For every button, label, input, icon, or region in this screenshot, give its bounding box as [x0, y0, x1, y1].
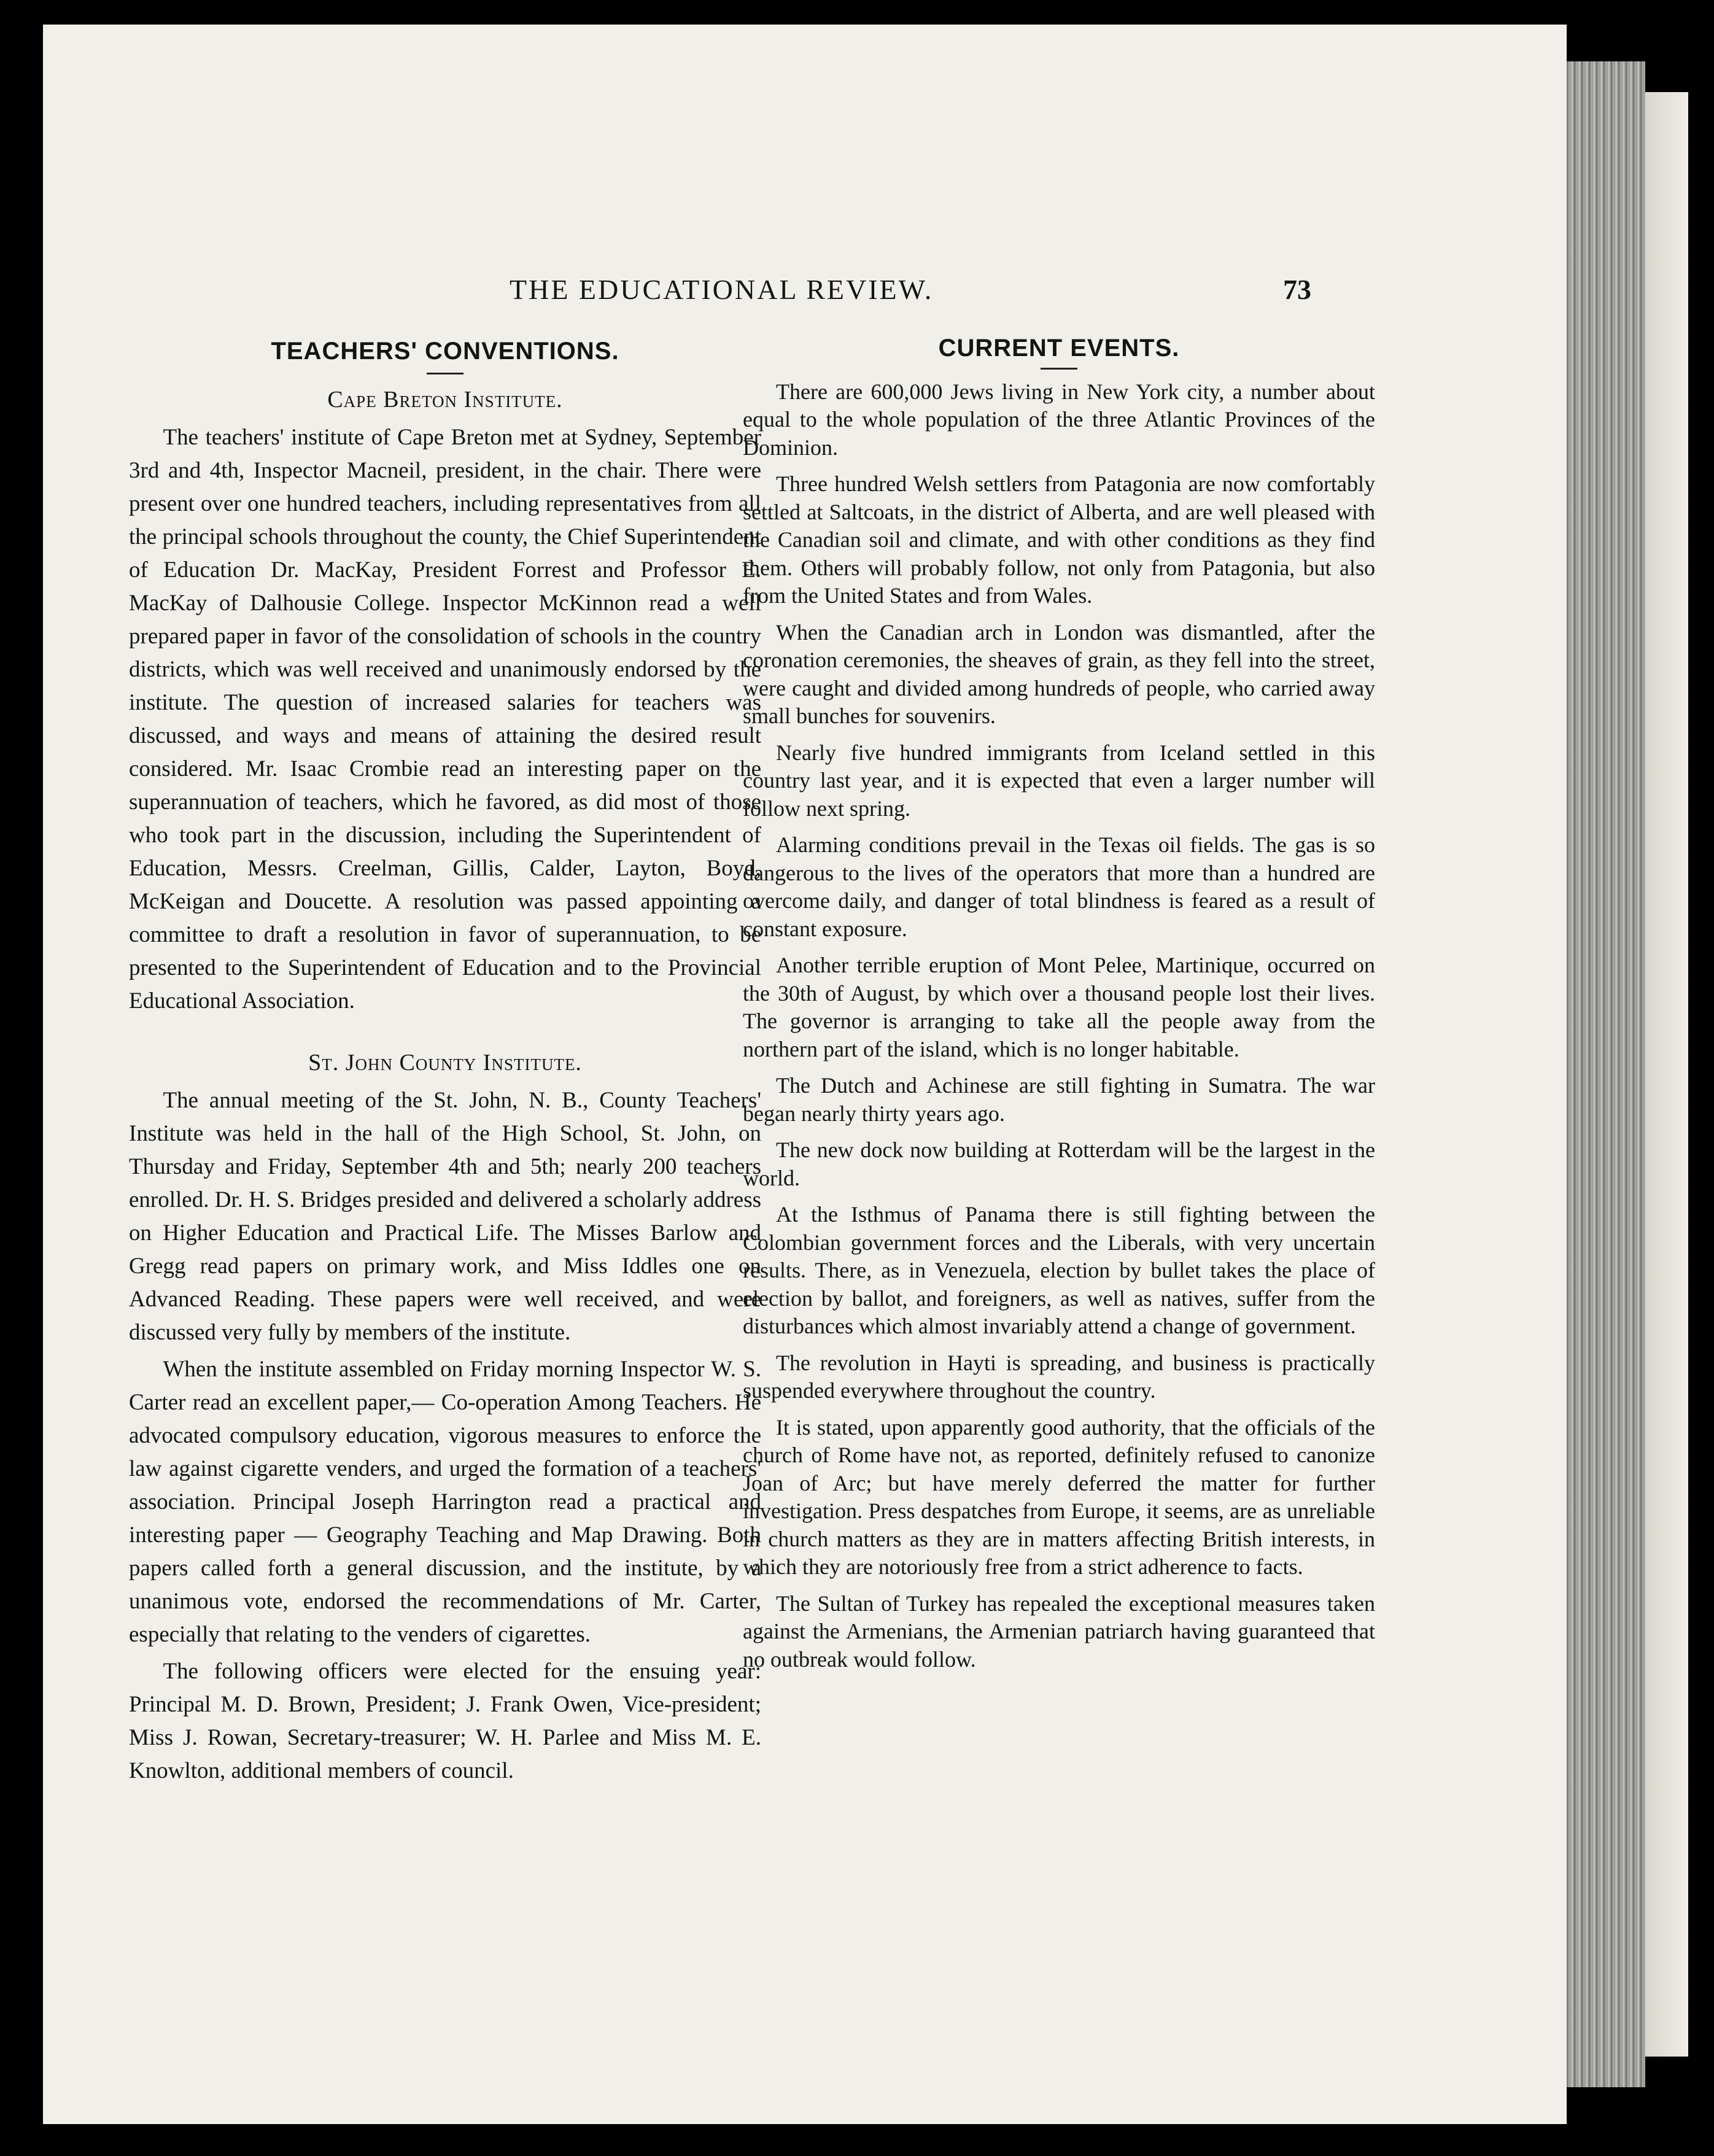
right-column — [743, 335, 1375, 1682]
section-heading-current-events: CURRENT EVENTS. — [938, 335, 1180, 362]
news-item: Three hundred Welsh settlers from Patagonia are now comfortably settled at Saltcoats, in the district of Alberta, and are well pleased with the Canadian soil and climate, and with other conditions as they find them. Others will probably follow, not only from Patagonia, but also from the United States and from Wales. — [743, 471, 1375, 608]
book-cover-board — [1645, 92, 1688, 2057]
heading-rule — [1041, 368, 1077, 370]
book-fore-edge — [1562, 61, 1645, 2087]
news-item: The Dutch and Achinese are still fighting in Sumatra. The war began nearly thirty years ago. — [743, 1073, 1375, 1126]
subheading-cape-breton: Cape Breton Institute. — [327, 387, 563, 413]
news-item: It is stated, upon apparently good authority, that the officials of the church of Rome have not, as reported, definitely refused to canonize Joan of Arc; but have merely deferred the matter for further investigation. Press despatches from Europe, it seems, are as unreliable in church matters as they are in matters affecting British interests, in which they are notoriously free from a strict adherence to facts. — [743, 1414, 1375, 1579]
journal-page — [43, 25, 1567, 2124]
subheading-st-john: St. John County Institute. — [308, 1050, 582, 1076]
heading-rule — [427, 373, 463, 374]
article-paragraph: When the institute assembled on Friday morning Inspector W. S. Carter read an excellent paper,— Co-operation Among Teachers. He advocated compulsory education, vigorous measures to enforce the law against cigarette venders, and urged the formation of a teachers' association. Principal Joseph Harrington read a practical and interesting paper — Geography Teaching and Map Drawing. Both papers called forth a general discussion, and the institute, by a unanimous vote, endorsed the recommendations of Mr. Carter, especially that relating to the venders of cigarettes. — [129, 1357, 761, 1647]
article-paragraph: The annual meeting of the St. John, N. B., County Teachers' Institute was held in the hall of the High School, St. John, on Thursday and Friday, September 4th and 5th; nearly 200 teachers enrolled. Dr. H. S. Bridges presided and delivered a scholarly address on Higher Education and Practical Life. The Misses Barlow and Gregg read papers on primary work, and Miss Iddles one on Advanced Reading. These papers were well received, and were discussed very fully by members of the institute. — [129, 1088, 761, 1345]
news-item: When the Canadian arch in London was dismantled, after the coronation ceremonies, the sheaves of grain, as they fell into the street, were caught and divided among hundreds of people, who carried away small bunches for souvenirs. — [743, 619, 1375, 728]
journal-title: THE EDUCATIONAL REVIEW. — [510, 274, 934, 305]
news-item: Nearly five hundred immigrants from Iceland settled in this country last year, and it is expected that even a larger number will follow next spring. — [743, 740, 1375, 821]
article-paragraph: The teachers' institute of Cape Breton met at Sydney, September 3rd and 4th, Inspector Macneil, president, in the chair. There were present over one hundred teachers, including representatives from all the principal schools throughout the county, the Chief Superintendent of Education Dr. MacKay, President Forrest and Professor E. MacKay of Dalhousie College. Inspector McKinnon read a well prepared paper in favor of the consolidation of schools in the country districts, which was well received and unanimously endorsed by the institute. The question of increased salaries for teachers was discussed, and ways and means of attaining the desired result considered. Mr. Isaac Crombie read an interesting paper on the superannuation of teachers, which he favored, as did most of those who took part in the discussion, including the Superintendent of Education, Messrs. Creelman, Gillis, Calder, Layton, Boyd, McKeigan and Doucette. A resolution was passed appointing a committee to draft a resolution in favor of superannuation, to be presented to the Superintendent of Education and to the Provincial Educational Association. — [129, 425, 761, 1014]
news-item: At the Isthmus of Panama there is still fighting between the Colombian government forces and the Liberals, with very uncertain results. There, as in Venezuela, election by bullet takes the place of election by ballot, and foreigners, as well as natives, suffer from the disturbances which almost invariably attend a change of government. — [743, 1202, 1375, 1338]
news-item: There are 600,000 Jews living in New York city, a number about equal to the whole population of the three Atlantic Provinces of the Dominion. — [743, 379, 1375, 460]
news-item: The new dock now building at Rotterdam will be the largest in the world. — [743, 1138, 1375, 1190]
page-number: 73 — [1283, 274, 1311, 305]
news-item: The Sultan of Turkey has repealed the exceptional measures taken against the Armenians, the Armenian patriarch having guaranteed that no outbreak would follow. — [743, 1591, 1375, 1672]
news-item: The revolution in Hayti is spreading, and business is practically suspended everywhere throughout the country. — [743, 1350, 1375, 1403]
running-header — [43, 273, 1567, 316]
article-paragraph: The following officers were elected for the ensuing year: Principal M. D. Brown, President; J. Frank Owen, Vice-president; Miss J. Rowan, Secretary-treasurer; W. H. Parlee and Miss M. E. Knowlton, additional members of council. — [129, 1659, 761, 1783]
news-item: Alarming conditions prevail in the Texas oil fields. The gas is so dangerous to the lives of the operators that more than a hundred are overcome daily, and danger of total blindness is feared as a result of constant exposure. — [743, 832, 1375, 941]
left-column — [129, 335, 761, 1788]
news-item: Another terrible eruption of Mont Pelee, Martinique, occurred on the 30th of August, by which over a thousand people lost their lives. The governor is arranging to take all the people away from the northern part of the island, which is no longer habitable. — [743, 953, 1375, 1061]
section-heading-teachers-conventions: TEACHERS' CONVENTIONS. — [271, 338, 619, 365]
